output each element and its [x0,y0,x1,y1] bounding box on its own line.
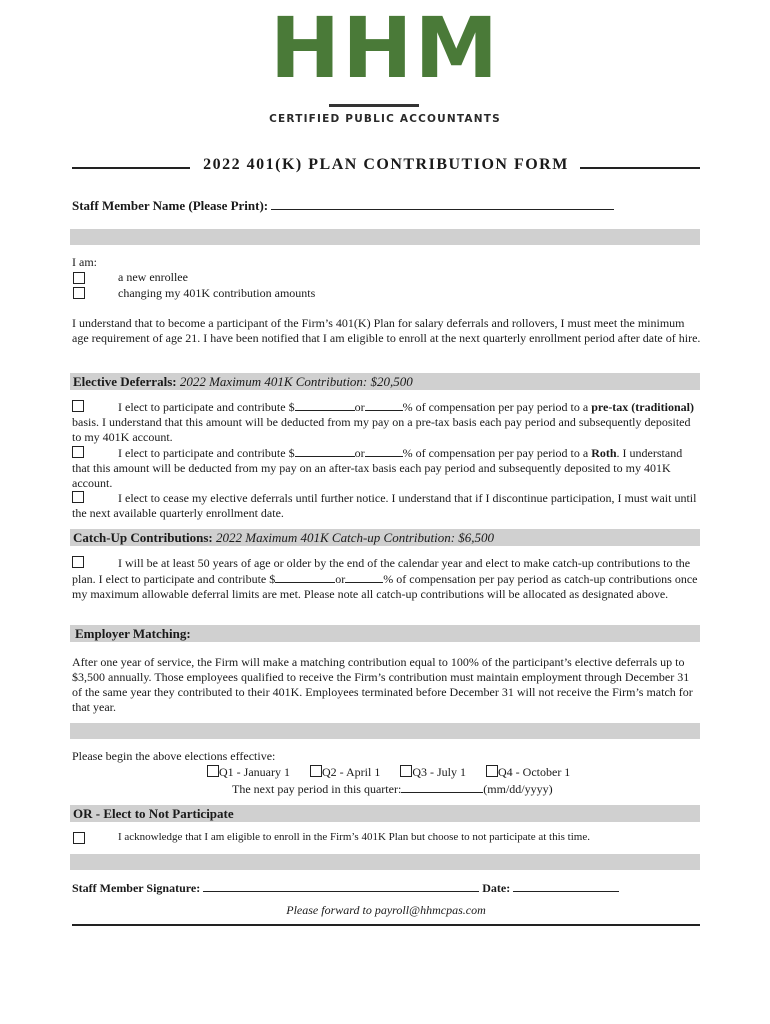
cease-checkbox[interactable] [72,491,84,503]
next-pay-label: The next pay period in this quarter: [232,782,402,796]
roth-amount-field[interactable] [295,445,355,457]
catchup-max: 2022 Maximum 401K Catch-up Contribution: $6,500 [216,530,495,545]
elective-deferrals-header [70,373,700,390]
opt-out-header [70,805,700,822]
section-divider-1 [70,229,700,245]
opt-out-checkbox[interactable] [73,832,85,844]
logo-tagline: CERTIFIED PUBLIC ACCOUNTANTS [269,113,501,125]
eligibility-paragraph: I understand that to become a participant of the Firm’s 401(K) Plan for salary deferrals and rollovers, I must meet the minimum age requirement of age 21. I have been notified that I am eligible to enroll at the next quarterly enrollment period after date of hire. [72,316,701,345]
q4-label: Q4 - October 1 [498,765,571,779]
signature-field[interactable] [203,880,479,892]
q2-label: Q2 - April 1 [321,765,381,779]
changing-amounts-checkbox[interactable] [73,287,85,299]
next-pay-date-field[interactable] [401,781,483,793]
signature-row [72,880,702,896]
date-format-hint: (mm/dd/yyyy) [483,782,553,796]
roth-percent-field[interactable] [365,445,403,457]
staff-name-label: Staff Member Name (Please Print): [72,198,269,213]
catchup-percent-field[interactable] [345,571,383,583]
bottom-rule [72,924,700,926]
elective-max: 2022 Maximum 401K Contribution: $20,500 [179,374,413,389]
cease-option: I elect to cease my elective deferrals until further notice. I understand that if I discontinue participation, I must wait until the next available quarterly enrollment date. [72,491,697,520]
q4-checkbox[interactable] [486,765,498,777]
quarter-options [207,765,570,780]
signature-date-field[interactable] [513,880,619,892]
new-enrollee-checkbox[interactable] [73,272,85,284]
logo-letters: HHM [269,0,501,97]
pretax-checkbox[interactable] [72,400,84,412]
q1-label: Q1 - January 1 [219,765,290,779]
catchup-option: I will be at least 50 years of age or older by the end of the calendar year and elect to make catch-up contributions to the plan. I elect to participate and contribute $ or % of compensation per pay period as catch-up contributions once my maximum allowable deferral limits are met. Please note all catch-up contributions will be allocated as designated above. [72,556,698,601]
form-title-row [72,156,700,180]
staff-name-row [72,198,614,214]
q1-checkbox[interactable] [207,765,219,777]
q3-label: Q3 - July 1 [412,765,466,779]
section-divider-2 [70,723,700,739]
new-enrollee-label: a new enrollee [118,270,188,284]
pretax-option: I elect to participate and contribute $ or % of compensation per pay period to a pre-tax (traditional) basis. I understand that this amount will be deducted from my pay on a pre-tax basis each pay period and subsequently deposited to my 401K account. [72,400,694,444]
catchup-header [70,529,700,546]
effective-label: Please begin the above elections effective: [72,749,276,763]
q3-checkbox[interactable] [400,765,412,777]
catchup-heading: Catch-Up Contributions: [73,530,213,545]
employer-matching-paragraph: After one year of service, the Firm will make a matching contribution equal to 100% of the participant’s elective deferrals up to $3,500 annually. Those employees qualified to receive the Firm’s contribution must maintain employment through December 31 of the same year they contributed to their 401K. Employees terminated before December 31 will not receive the Firm’s match for that year. [72,655,693,714]
pretax-amount-field[interactable] [295,399,355,411]
staff-name-field[interactable] [271,198,614,210]
employer-heading: Employer Matching: [75,626,191,641]
forward-instruction: Please forward to payroll@hhmcpas.com [286,903,486,917]
roth-option: I elect to participate and contribute $ or % of compensation per pay period to a Roth. I understand that this amount will be deducted from my pay on an after-tax basis each pay period and subsequently deposited to my 401K account. [72,446,683,490]
elective-heading: Elective Deferrals: [73,374,177,389]
date-label: Date: [482,881,511,895]
opt-out-heading: OR - Elect to Not Participate [73,806,234,821]
next-pay-row [232,781,553,797]
signature-label: Staff Member Signature: [72,881,201,895]
employer-matching-header [70,625,700,642]
catchup-checkbox[interactable] [72,556,84,568]
company-logo [0,0,770,140]
section-divider-3 [70,854,700,870]
logo-rule [329,104,419,107]
roth-checkbox[interactable] [72,446,84,458]
opt-out-text: I acknowledge that I am eligible to enroll in the Firm’s 401K Plan but choose to not participate at this time. [118,831,590,843]
i-am-label: I am: [72,255,97,269]
q2-checkbox[interactable] [310,765,322,777]
pretax-percent-field[interactable] [365,399,403,411]
catchup-amount-field[interactable] [275,571,335,583]
changing-amounts-label: changing my 401K contribution amounts [118,286,316,300]
form-title: 2022 401(K) PLAN CONTRIBUTION FORM [197,156,575,173]
